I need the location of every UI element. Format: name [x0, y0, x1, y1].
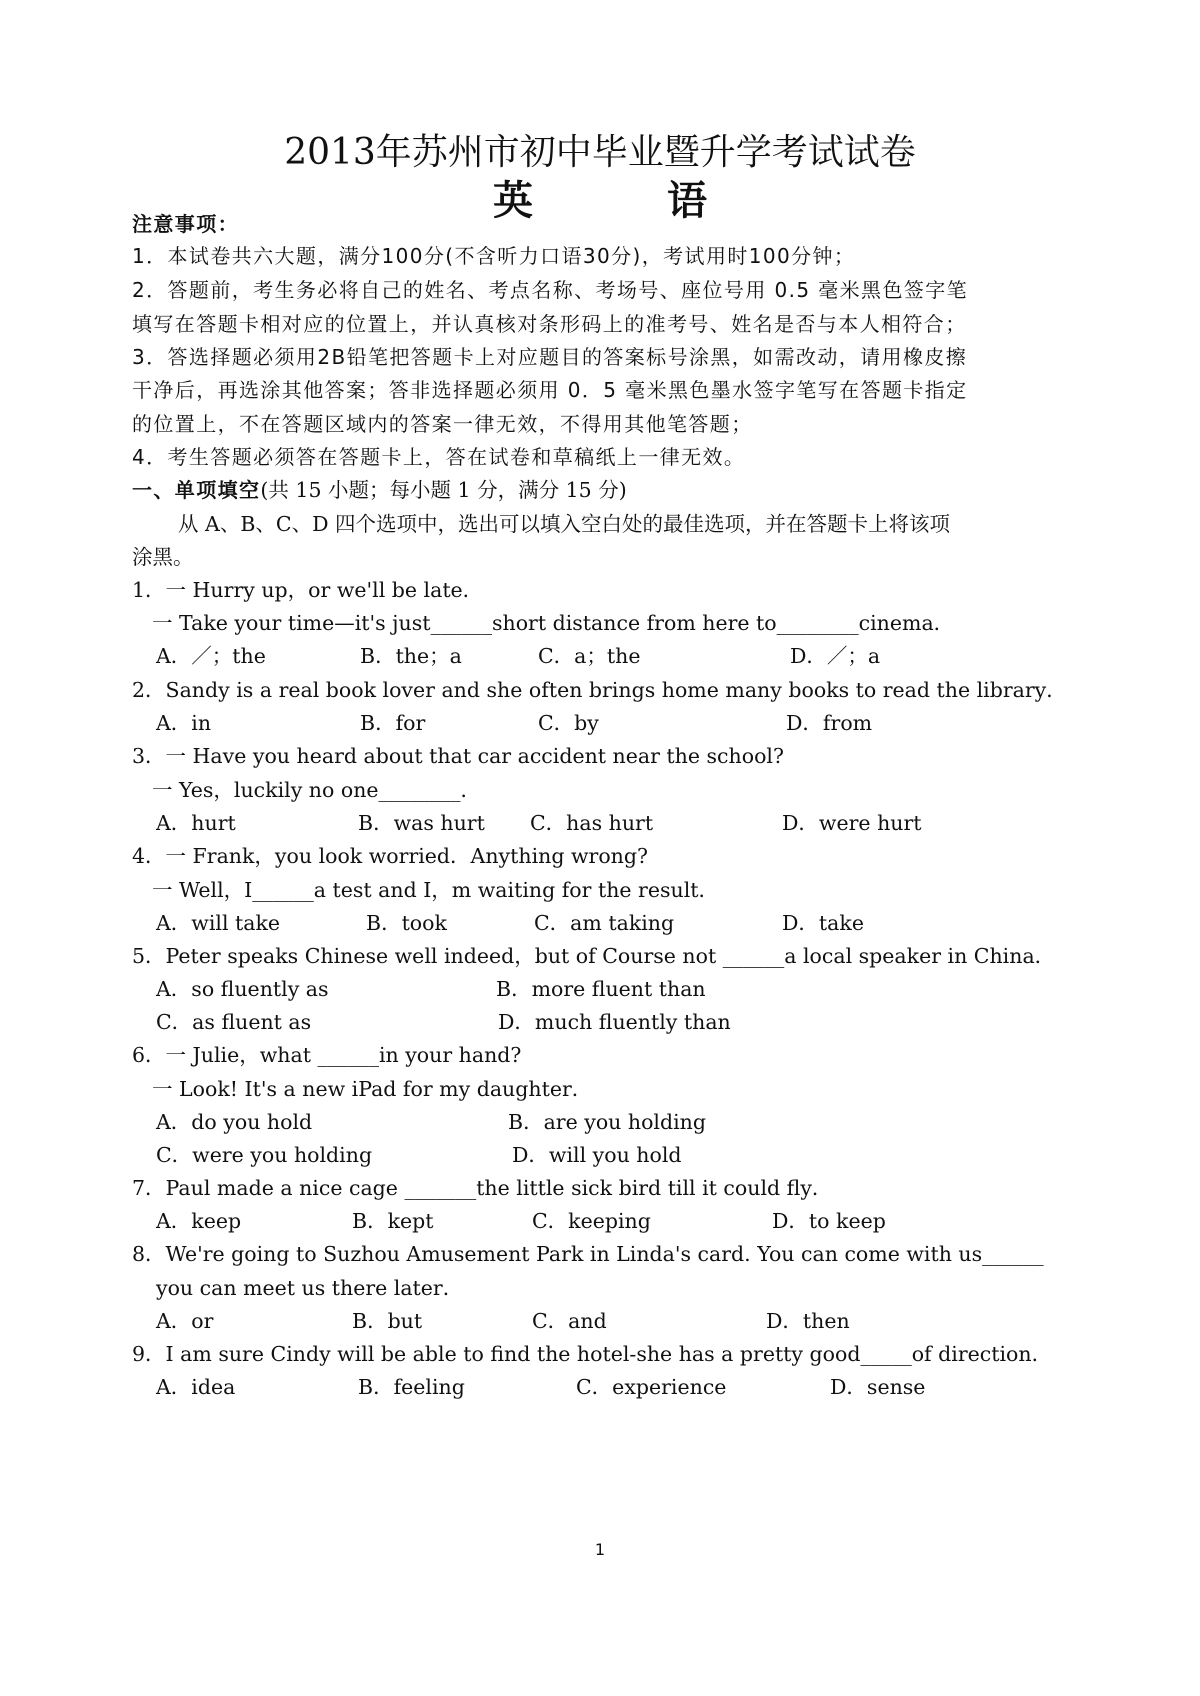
question-stem: you can meet us there later． — [156, 1276, 464, 1300]
option-d: D．were hurt — [782, 811, 922, 835]
notice-line: 的位置上，不在答题区域内的答案一律无效，不得用其他笔答题； — [132, 412, 753, 436]
notice-line: 3．答选择题必须用2B铅笔把答题卡上对应题目的答案标号涂黑，如需改动，请用橡皮擦 — [132, 345, 968, 369]
option-a: A．keep — [156, 1209, 242, 1233]
option-c: C．experience — [576, 1375, 727, 1399]
question-stem: 6．一 Julie，what ______in your hand? — [132, 1043, 522, 1067]
option-a: A．idea — [156, 1375, 236, 1399]
option-d: D．to keep — [772, 1209, 886, 1233]
notice-line: 2．答题前，考生务必将自己的姓名、考点名称、考场号、座位号用 0.5 毫米黑色签字笔 — [132, 278, 969, 302]
option-a: A．do you hold — [156, 1110, 313, 1134]
option-a: A．or — [156, 1309, 214, 1333]
option-b: B．took — [366, 911, 447, 935]
option-c: C．a；the — [538, 644, 641, 668]
option-c: C．has hurt — [530, 811, 654, 835]
option-c: C．and — [532, 1309, 607, 1333]
question-stem: 3．一 Have you heard about that car accident near the school? — [132, 744, 784, 768]
question-stem: 一 Well，I______a test and I，m waiting for the result． — [152, 878, 720, 902]
section-instruction: 从 A、B、C、D 四个选项中，选出可以填入空白处的最佳选项，并在答题卡上将该项 — [178, 512, 951, 536]
option-d: D．then — [766, 1309, 850, 1333]
option-d: D．much fluently than — [498, 1010, 731, 1034]
page-number: 1 — [594, 1540, 606, 1559]
option-a: A．so fluently as — [156, 977, 329, 1001]
option-c: C．keeping — [532, 1209, 651, 1233]
option-b: B．feeling — [358, 1375, 465, 1399]
question-stem: 1．一 Hurry up，or we'll be late． — [132, 578, 484, 602]
question-stem: 一 Look! It's a new iPad for my daughter． — [152, 1077, 593, 1101]
option-c: C．by — [538, 711, 599, 735]
question-stem: 一 Yes，luckily no one________． — [152, 778, 482, 802]
option-b: B．was hurt — [358, 811, 485, 835]
question-stem: 7．Paul made a nice cage _______the little sick bird till it could fly． — [132, 1176, 833, 1200]
option-c: C．am taking — [534, 911, 675, 935]
question-stem: 一 Take your time—it's just______short distance from here to________cinema． — [152, 611, 955, 635]
option-b: B．are you holding — [508, 1110, 706, 1134]
question-stem: 5．Peter speaks Chinese well indeed，but of Course not ______a local speaker in China． — [132, 944, 1056, 968]
option-d: D．will you hold — [512, 1143, 682, 1167]
option-c: C．were you holding — [156, 1143, 373, 1167]
option-d: D．sense — [830, 1375, 926, 1399]
option-a: A．／；the — [156, 644, 266, 668]
notice-heading: 注意事项： — [132, 212, 239, 236]
option-c: C．as fluent as — [156, 1010, 312, 1034]
section-heading — [132, 476, 627, 504]
option-b: B．more fluent than — [496, 977, 706, 1001]
option-a: A．will take — [156, 911, 281, 935]
exam-title: 2013年苏州市初中毕业暨升学考试试卷 — [284, 132, 916, 173]
notice-line: 1．本试卷共六大题，满分100分(不含听力口语30分)，考试用时100分钟； — [132, 244, 856, 268]
notice-line: 4．考生答题必须答在答题卡上，答在试卷和草稿纸上一律无效。 — [132, 445, 746, 469]
question-stem: 2．Sandy is a real book lover and she often brings home many books to read the library． — [132, 678, 1067, 702]
option-b: B．the；a — [360, 644, 462, 668]
question-stem: 9．I am sure Cindy will be able to find the hotel-she has a pretty good_____of direction． — [132, 1342, 1053, 1366]
exam-subject: 英 语 — [493, 177, 767, 224]
question-stem: 4．一 Frank，you look worried．Anything wrong? — [132, 844, 648, 868]
notice-line: 填写在答题卡相对应的位置上，并认真核对条形码上的准考号、姓名是否与本人相符合； — [132, 312, 967, 336]
section-heading-rest: (共 15 小题；每小题 1 分，满分 15 分) — [260, 478, 627, 502]
section-heading-bold: 一、单项填空 — [132, 478, 261, 502]
option-b: B．for — [360, 711, 426, 735]
option-b: B．but — [352, 1309, 423, 1333]
option-b: B．kept — [352, 1209, 434, 1233]
option-d: D．take — [782, 911, 864, 935]
option-d: D．／；a — [790, 644, 881, 668]
option-a: A．hurt — [156, 811, 236, 835]
notice-line: 干净后，再选涂其他答案；答非选择题必须用 0．5 毫米黑色墨水签字笔写在答题卡指定 — [132, 378, 968, 402]
option-a: A．in — [156, 711, 212, 735]
question-stem: 8．We're going to Suzhou Amusement Park in Linda's card. You can come with us______ — [132, 1242, 1044, 1266]
option-d: D．from — [786, 711, 873, 735]
section-instruction: 涂黑。 — [132, 545, 194, 569]
